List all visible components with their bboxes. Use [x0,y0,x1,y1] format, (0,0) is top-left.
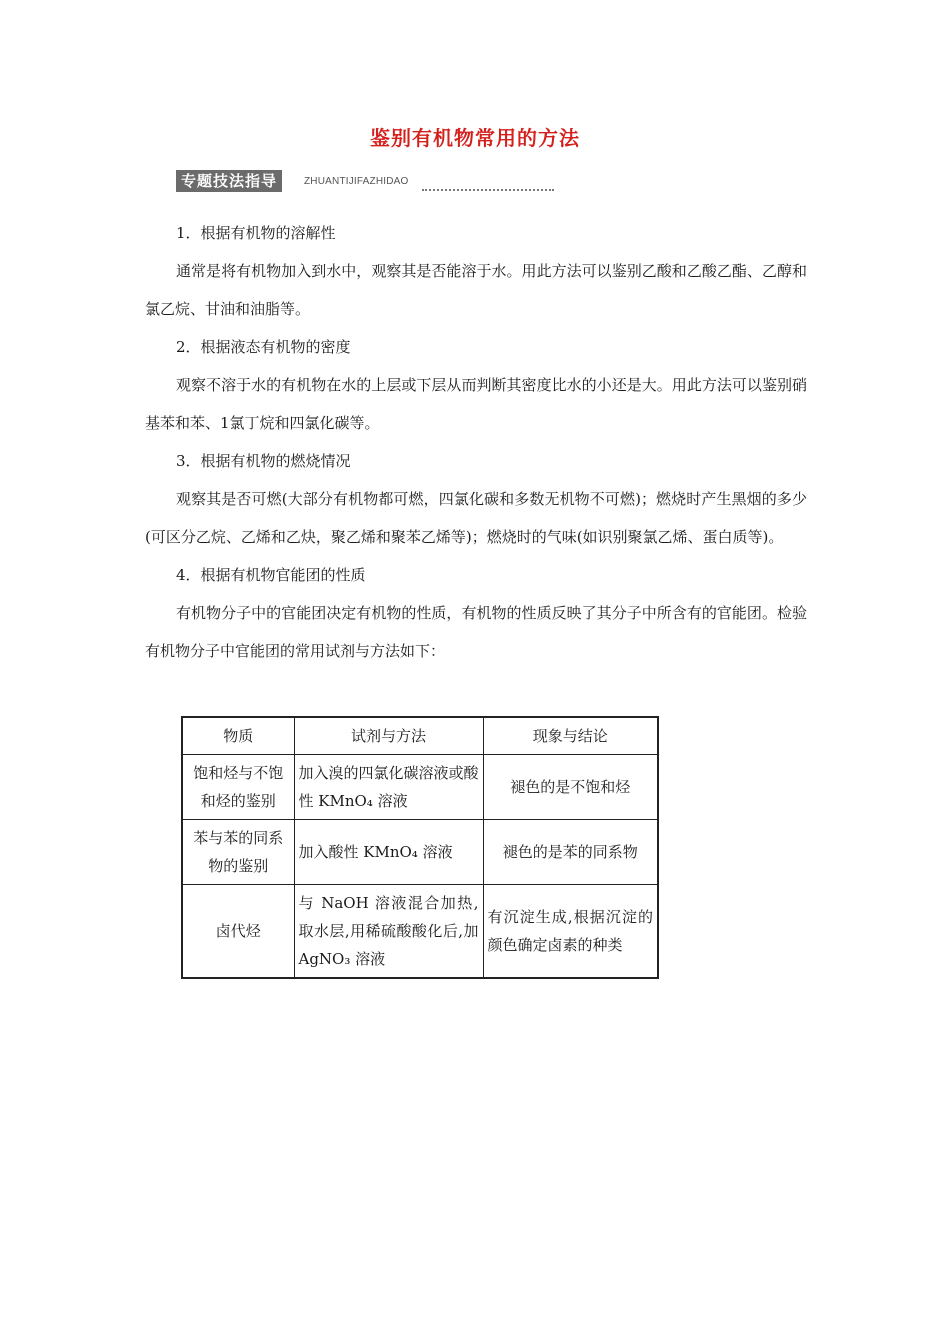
banner-label: 专题技法指导 [176,170,282,192]
section-text-1: 通常是将有机物加入到水中，观察其是否能溶于水。用此方法可以鉴别乙酸和乙酸乙酯、乙醇和氯乙烷、甘油和油脂等。 [145,262,807,318]
table-row [182,820,658,885]
table-header-result: 现象与结论 [483,717,658,755]
section-banner [176,170,556,194]
section-text-2: 观察不溶于水的有机物在水的上层或下层从而判断其密度比水的小还是大。用此方法可以鉴别硝基苯和苯、1氯丁烷和四氯化碳等。 [145,376,807,432]
section-text-4: 有机物分子中的官能团决定有机物的性质，有机物的性质反映了其分子中所含有的官能团。检验有机物分子中官能团的常用试剂与方法如下： [145,604,807,660]
page-title: 鉴别有机物常用的方法 [370,126,580,150]
table-cell: 有沉淀生成,根据沉淀的颜色确定卤素的种类 [483,885,658,979]
table-cell: 与 NaOH 溶液混合加热,取水层,用稀硫酸酸化后,加 AgNO₃ 溶液 [294,885,483,979]
section-heading-1: 1．根据有机物的溶解性 [176,224,336,242]
table-cell: 饱和烃与不饱和烃的鉴别 [182,755,294,820]
table-row [182,755,658,820]
reagent-table [181,716,659,979]
table-cell: 褪色的是苯的同系物 [483,820,658,885]
section-text-3: 观察其是否可燃(大部分有机物都可燃，四氯化碳和多数无机物不可燃)；燃烧时产生黑烟的多少(可区分乙烷、乙烯和乙炔，聚乙烯和聚苯乙烯等)；燃烧时的气味(如识别聚氯乙烯、蛋白质等)。 [145,490,807,546]
table-cell: 褪色的是不饱和烃 [483,755,658,820]
section-heading-2: 2．根据液态有机物的密度 [176,338,351,356]
table-cell: 苯与苯的同系物的鉴别 [182,820,294,885]
table-row [182,885,658,979]
banner-pinyin: ZHUANTIJIFAZHIDAO [304,176,409,187]
table-header-method: 试剂与方法 [294,717,483,755]
section-heading-3: 3．根据有机物的燃烧情况 [176,452,351,470]
section-heading-4: 4．根据有机物官能团的性质 [176,566,366,584]
table-header-substance: 物质 [182,717,294,755]
table-cell: 加入酸性 KMnO₄ 溶液 [294,820,483,885]
article-body [145,214,807,670]
table-cell: 加入溴的四氯化碳溶液或酸性 KMnO₄ 溶液 [294,755,483,820]
table-cell: 卤代烃 [182,885,294,979]
banner-dotted-rule [422,189,554,191]
table-header-row [182,717,658,755]
